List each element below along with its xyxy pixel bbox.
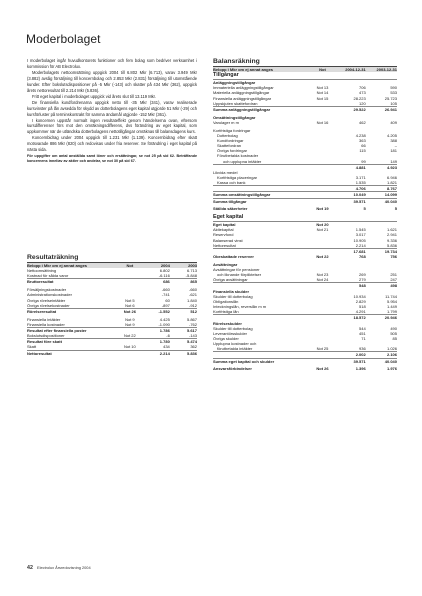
note-ref: Not 6 [125, 302, 135, 308]
value-previous: 6.713 [186, 268, 197, 274]
table-row [213, 72, 397, 80]
page-title: Moderbolaget [26, 32, 101, 46]
value-current: 2.214 [143, 350, 170, 356]
column-header: 2004-12-31 [334, 67, 365, 72]
note-ref: Not 13 [316, 85, 329, 91]
table-row [213, 366, 397, 371]
value-current: 4.425 [159, 316, 170, 322]
value-previous: 590 [390, 85, 397, 91]
row-label: Obeskattade reserver [213, 254, 254, 260]
row-label: Skulder till dotterbolag [213, 293, 253, 299]
value-previous: 5.954 [386, 298, 397, 304]
value-current: 451 [359, 330, 366, 336]
value-current: -1.090 [158, 321, 170, 327]
value-current: 5 [363, 206, 366, 212]
row-label: Nettoomsättning [27, 268, 57, 274]
value-current: 60 [165, 297, 170, 303]
row-label: Förutbetalda kostnader [217, 153, 259, 159]
row-label: Skulder till dotterbolag [213, 325, 253, 331]
value-previous: 409 [390, 119, 397, 125]
value-previous: 6.946 [386, 175, 397, 180]
value-previous: 251 [390, 272, 397, 278]
income-statement-heading: Resultaträkning [27, 254, 197, 263]
row-label: Övriga rörelseintäkter [27, 297, 66, 303]
value-previous: 26.941 [366, 106, 397, 112]
value-previous: 2.941 [386, 232, 397, 238]
value-previous: 865 [170, 279, 197, 285]
row-label: Omsättningstillgångar [213, 114, 256, 120]
intro-paragraph: I moderbolaget ingår huvudkontorets funktioner och fem bolag som bedriver verksamhet i kommission för AB Electrolux. [27, 58, 197, 69]
page-number: 42 [27, 565, 33, 571]
value-previous: -762 [188, 321, 197, 327]
row-label: Aktiekapital [213, 227, 234, 233]
value-previous: 40.040 [366, 358, 397, 364]
value-current: 2.214 [355, 242, 366, 248]
value-current: 768 [359, 254, 366, 260]
value-previous: 5.836 [170, 350, 197, 356]
value-previous: 20.946 [366, 315, 397, 321]
intro-paragraph: De finansiella kundfordrenarna uppgick netto till -35 Mkr (341), varav realiserade kursvinster på lån avsedda för skydd av dotterbolagens eget kapital utgjorde 51 Mkr (-29) och kursförluster på terminskontrakt för samma ändamål utgjorde -152 Mkr (361). [27, 99, 197, 117]
row-label: Ställda säkerheter [213, 206, 248, 212]
note-ref: Not 24 [316, 277, 329, 283]
column-header: Not [311, 67, 335, 72]
value-previous: 1.026 [386, 346, 397, 352]
row-label: Finansiella anläggningstillgångar [213, 95, 272, 101]
value-previous: 85 [392, 336, 397, 341]
value-current: 1.535 [355, 180, 366, 186]
value-current: 17.681 [334, 248, 365, 254]
value-previous: 181 [390, 148, 397, 154]
value-previous: -621 [188, 292, 197, 298]
value-previous: 512 [170, 308, 197, 314]
row-label: Immateriella anläggningstillgångar [213, 85, 274, 91]
row-label: Leverantörsskulder [213, 330, 248, 336]
income-statement-table [27, 263, 197, 356]
row-label: Kundfordringar [217, 137, 244, 143]
column-header: 2003 [170, 263, 197, 268]
note-ref: Not 22 [316, 254, 329, 260]
intro-paragraph: Koncernbidrag under 2004 uppgick till 1.231 Mkr (1.139). Koncernbidrag efter skatt motsvarade 886 Mkr (820) och redovisas under fria reserver. Se förändring i eget kapital på nästa sida. [27, 135, 197, 153]
value-previous: 19.734 [366, 248, 397, 254]
row-label: Kortfristiga fordringar [213, 127, 251, 133]
intro-paragraph: I koncernen uppstår normalt ingen resultateffekt genom händelserna ovan, eftersom kursdifferenser förs mot den omräkningsdifferens, dvs förändring av eget kapital, som uppkommer när de utländska dotterbolagens nettotillgångar omräknas till balansdagens kurs. [27, 117, 197, 135]
value-previous: 247 [390, 277, 397, 283]
value-current: 473 [359, 90, 366, 96]
row-label: Nettoresultat [27, 350, 117, 356]
row-label: Finansiella skulder [213, 288, 250, 294]
value-current: -6 [166, 333, 170, 339]
value-previous: 1.840 [186, 297, 197, 303]
table-row [213, 214, 397, 222]
value-current: -897 [161, 302, 170, 308]
row-label: och upplupna intäkter [223, 158, 262, 164]
row-label: Balanserad vinst [213, 237, 243, 243]
value-previous: 1.799 [386, 309, 397, 315]
value-previous: 11.744 [385, 293, 397, 299]
value-current: 462 [359, 119, 366, 125]
row-label: Rörelseresultat [27, 308, 117, 314]
value-current: 544 [359, 325, 366, 331]
value-current: 6.802 [159, 268, 170, 274]
note-ref [117, 350, 143, 356]
note-ref: Not 20 [316, 222, 329, 228]
value-previous: -660 [188, 287, 197, 293]
value-previous: -5.848 [185, 273, 197, 279]
row-label: Summa omsättningstillgångar [213, 192, 311, 198]
note-ref: Not 21 [316, 227, 329, 233]
row-label: Ansvarsförbindelser [213, 366, 252, 372]
balance-sheet [213, 58, 397, 372]
note-ref: Not 23 [316, 272, 329, 278]
value-current: 71 [361, 336, 366, 341]
value-previous: 1.976 [386, 366, 397, 372]
row-label: Materiella anläggningstillgångar [213, 90, 270, 96]
row-label: Eget kapital [213, 222, 236, 228]
note-ref: Not 16 [316, 119, 329, 125]
row-label: Bokslutsdispositioner [27, 333, 65, 339]
value-current: -660 [161, 287, 170, 293]
note-ref: Not 5 [125, 297, 135, 303]
value-previous: -912 [188, 302, 197, 308]
value-current: 269 [359, 272, 366, 278]
row-label: Resultat före skatt [27, 339, 117, 345]
value-previous: 4.205 [386, 132, 397, 138]
row-label: Kassa och bank [217, 180, 246, 186]
row-label: Övriga avsättningar [213, 277, 248, 283]
value-current: -1.552 [143, 308, 170, 314]
value-current: 1.396 [355, 366, 366, 372]
row-label: Inteckningslån, reverslån m m [213, 304, 267, 310]
intro-column [27, 58, 197, 165]
value-current: 4.706 [334, 186, 365, 192]
value-current: 10.905 [353, 237, 366, 243]
note-ref: Not 25 [316, 346, 329, 352]
row-label: Nettoresultat [213, 242, 236, 248]
row-label: Övriga skulder [213, 336, 239, 341]
value-previous: 8.767 [366, 186, 397, 192]
page-footer [27, 565, 91, 571]
value-current: 706 [359, 85, 366, 91]
value-previous: 533 [390, 90, 397, 96]
section-subheading: Eget kapital [213, 214, 397, 222]
value-previous: 1.449 [386, 304, 397, 310]
row-label: Resultat efter finansiella poster [27, 327, 117, 333]
value-previous: 498 [366, 283, 397, 289]
value-previous: 5.867 [186, 316, 197, 322]
value-current: 3.171 [355, 175, 366, 180]
value-current: 115 [359, 148, 366, 154]
balance-sheet-heading: Balansräkning [213, 58, 397, 67]
value-current: 279 [359, 277, 366, 283]
row-label: Administrationskostnader [27, 292, 72, 298]
value-current: 1.545 [355, 227, 366, 233]
value-current: -6.116 [158, 273, 170, 279]
row-label: Reservfond [213, 232, 234, 238]
value-previous: 4.923 [366, 164, 397, 170]
value-previous: 25.723 [384, 95, 397, 101]
row-label: Uppskjuten skattefordran [213, 100, 258, 106]
value-previous: 40.040 [366, 198, 397, 204]
row-label: Finansiella intäkter [27, 316, 61, 322]
note-ref: Not 22 [123, 333, 136, 339]
row-label: Summa anläggningstillgångar [213, 106, 311, 112]
note-ref: Not 26 [316, 366, 329, 372]
row-label: Likvida medel [213, 169, 238, 175]
value-current: 4.291 [355, 309, 366, 315]
value-current: 10.934 [353, 293, 366, 299]
value-previous: -143 [188, 333, 197, 339]
row-label: Obligationslån [213, 298, 239, 304]
note-ref: Not 26 [117, 308, 143, 314]
value-previous: 5 [394, 206, 397, 212]
intro-note: För uppgifter om antal anställda samt löner och ersättningar, se not 25 på sid 62. Beträffande koncernens inneliav av aktier och andelar, se not 30 på sid 67. [27, 154, 197, 164]
note-ref: Not 9 [125, 321, 135, 327]
note-ref: Not 19 [316, 206, 329, 212]
row-label: Finansiella kostnader [27, 321, 65, 327]
value-previous: 362 [190, 344, 197, 350]
note-ref: Not 10 [123, 344, 136, 350]
value-current: 39.571 [334, 358, 365, 364]
value-current: 363 [359, 137, 366, 143]
value-previous: 9.336 [386, 237, 397, 243]
row-label: Övriga rörelsekostnader [27, 302, 70, 308]
value-current: 1.780 [143, 339, 170, 345]
value-current: 39.571 [334, 198, 365, 204]
column-header: Belopp i Mkr om ej annat anges [27, 263, 117, 268]
value-previous: 756 [390, 254, 397, 260]
note-ref: Not 9 [125, 316, 135, 322]
value-previous: 490 [390, 325, 397, 331]
value-previous: 2.106 [366, 352, 397, 358]
value-current: 2.829 [355, 298, 366, 304]
row-label: Varulager m m [213, 119, 239, 125]
row-label: Skattefordran [217, 143, 242, 149]
value-previous: 105 [390, 100, 397, 106]
value-current: 18.572 [334, 315, 365, 321]
value-previous: 1.821 [386, 180, 397, 186]
value-previous: 5.474 [170, 339, 197, 345]
section-subheading: Tillgångar [213, 72, 397, 80]
value-current: -741 [161, 292, 170, 298]
row-label: Upplupna kostnader och [213, 341, 257, 347]
value-previous: 149 [390, 158, 397, 164]
column-header: 2004 [143, 263, 170, 268]
value-previous: 14.099 [366, 192, 397, 198]
row-label: Kostnad för sålda varor [27, 273, 69, 279]
value-current: 29.522 [334, 106, 365, 112]
value-previous: 5.836 [386, 242, 397, 248]
row-label: Summa tillgångar [213, 198, 311, 204]
value-current: 1.786 [143, 327, 170, 333]
intro-paragraph: Fritt eget kapital i moderbolaget uppgick vid årets slut till 13.119 Mkr. [32, 93, 156, 99]
row-label: Avsättningar för pensioner [213, 266, 260, 272]
value-current: 10.049 [334, 192, 365, 198]
value-current: 4.238 [355, 132, 366, 138]
value-current: 548 [334, 283, 365, 289]
row-label: Avsättningar [213, 261, 238, 267]
note-ref: Not 14 [316, 90, 329, 96]
value-current: 518 [359, 304, 366, 310]
row-label: Försäljningskostnader [27, 287, 67, 293]
column-header: Belopp i Mkr om ej annat anges [213, 67, 311, 72]
row-label: förutbetalda intäkter [217, 346, 253, 352]
row-label: Skatt [27, 344, 37, 350]
column-header: Not [117, 263, 143, 268]
value-current: 3.017 [355, 232, 366, 238]
value-current: 2.002 [334, 352, 365, 358]
intro-paragraph: Moderbolagets nettoomsättning uppgick 2004 till 6.802 Mkr (6.713), varav 3.949 Mkr (3.882) avsåg försäljning till koncernbolag och 2.853 Mkr (2.831) försäljning till utomstående kunder. Efter bokslutsdispositioner på -5 Mkr (-143) och skatter på 434 Mkr (362), uppgick årets nettoresultat till 2.214 Mkr (5.836). [27, 69, 197, 93]
balance-sheet-table [213, 67, 397, 372]
value-current: 120 [359, 100, 366, 106]
column-header: 2003-12-31 [366, 67, 397, 72]
value-previous: 5.617 [170, 327, 197, 333]
row-label: Rörelseskulder [213, 320, 242, 326]
value-previous: – [394, 143, 397, 149]
note-ref: Not 15 [316, 95, 329, 101]
row-label: Övriga fordringar [217, 148, 248, 154]
income-statement [27, 254, 197, 356]
intro-text [27, 58, 197, 165]
value-current: 4.881 [334, 164, 365, 170]
row-label: Anläggningstillgångar [213, 80, 256, 86]
row-label: Bruttoresultat [27, 279, 117, 285]
row-label: och liknande förpliktelser [217, 272, 262, 278]
value-current: 99 [361, 158, 366, 164]
value-previous: 1.621 [386, 227, 397, 233]
value-current: 686 [143, 279, 170, 285]
value-current: 936 [359, 346, 366, 352]
value-current: 28.223 [353, 95, 366, 101]
table-row [27, 350, 197, 356]
row-label: Kortfristiga lån [213, 309, 239, 315]
value-current: 66 [361, 143, 366, 149]
value-previous: 505 [390, 330, 397, 336]
row-label: Kortfristiga placeringar [217, 175, 258, 180]
value-current: 434 [163, 344, 170, 350]
row-label: Summa eget kapital och skulder [213, 358, 311, 364]
footer-text: Electrolux Årsredovisning 2004 [37, 565, 91, 570]
row-label: Dotterbolag [217, 132, 238, 138]
value-previous: 388 [390, 137, 397, 143]
